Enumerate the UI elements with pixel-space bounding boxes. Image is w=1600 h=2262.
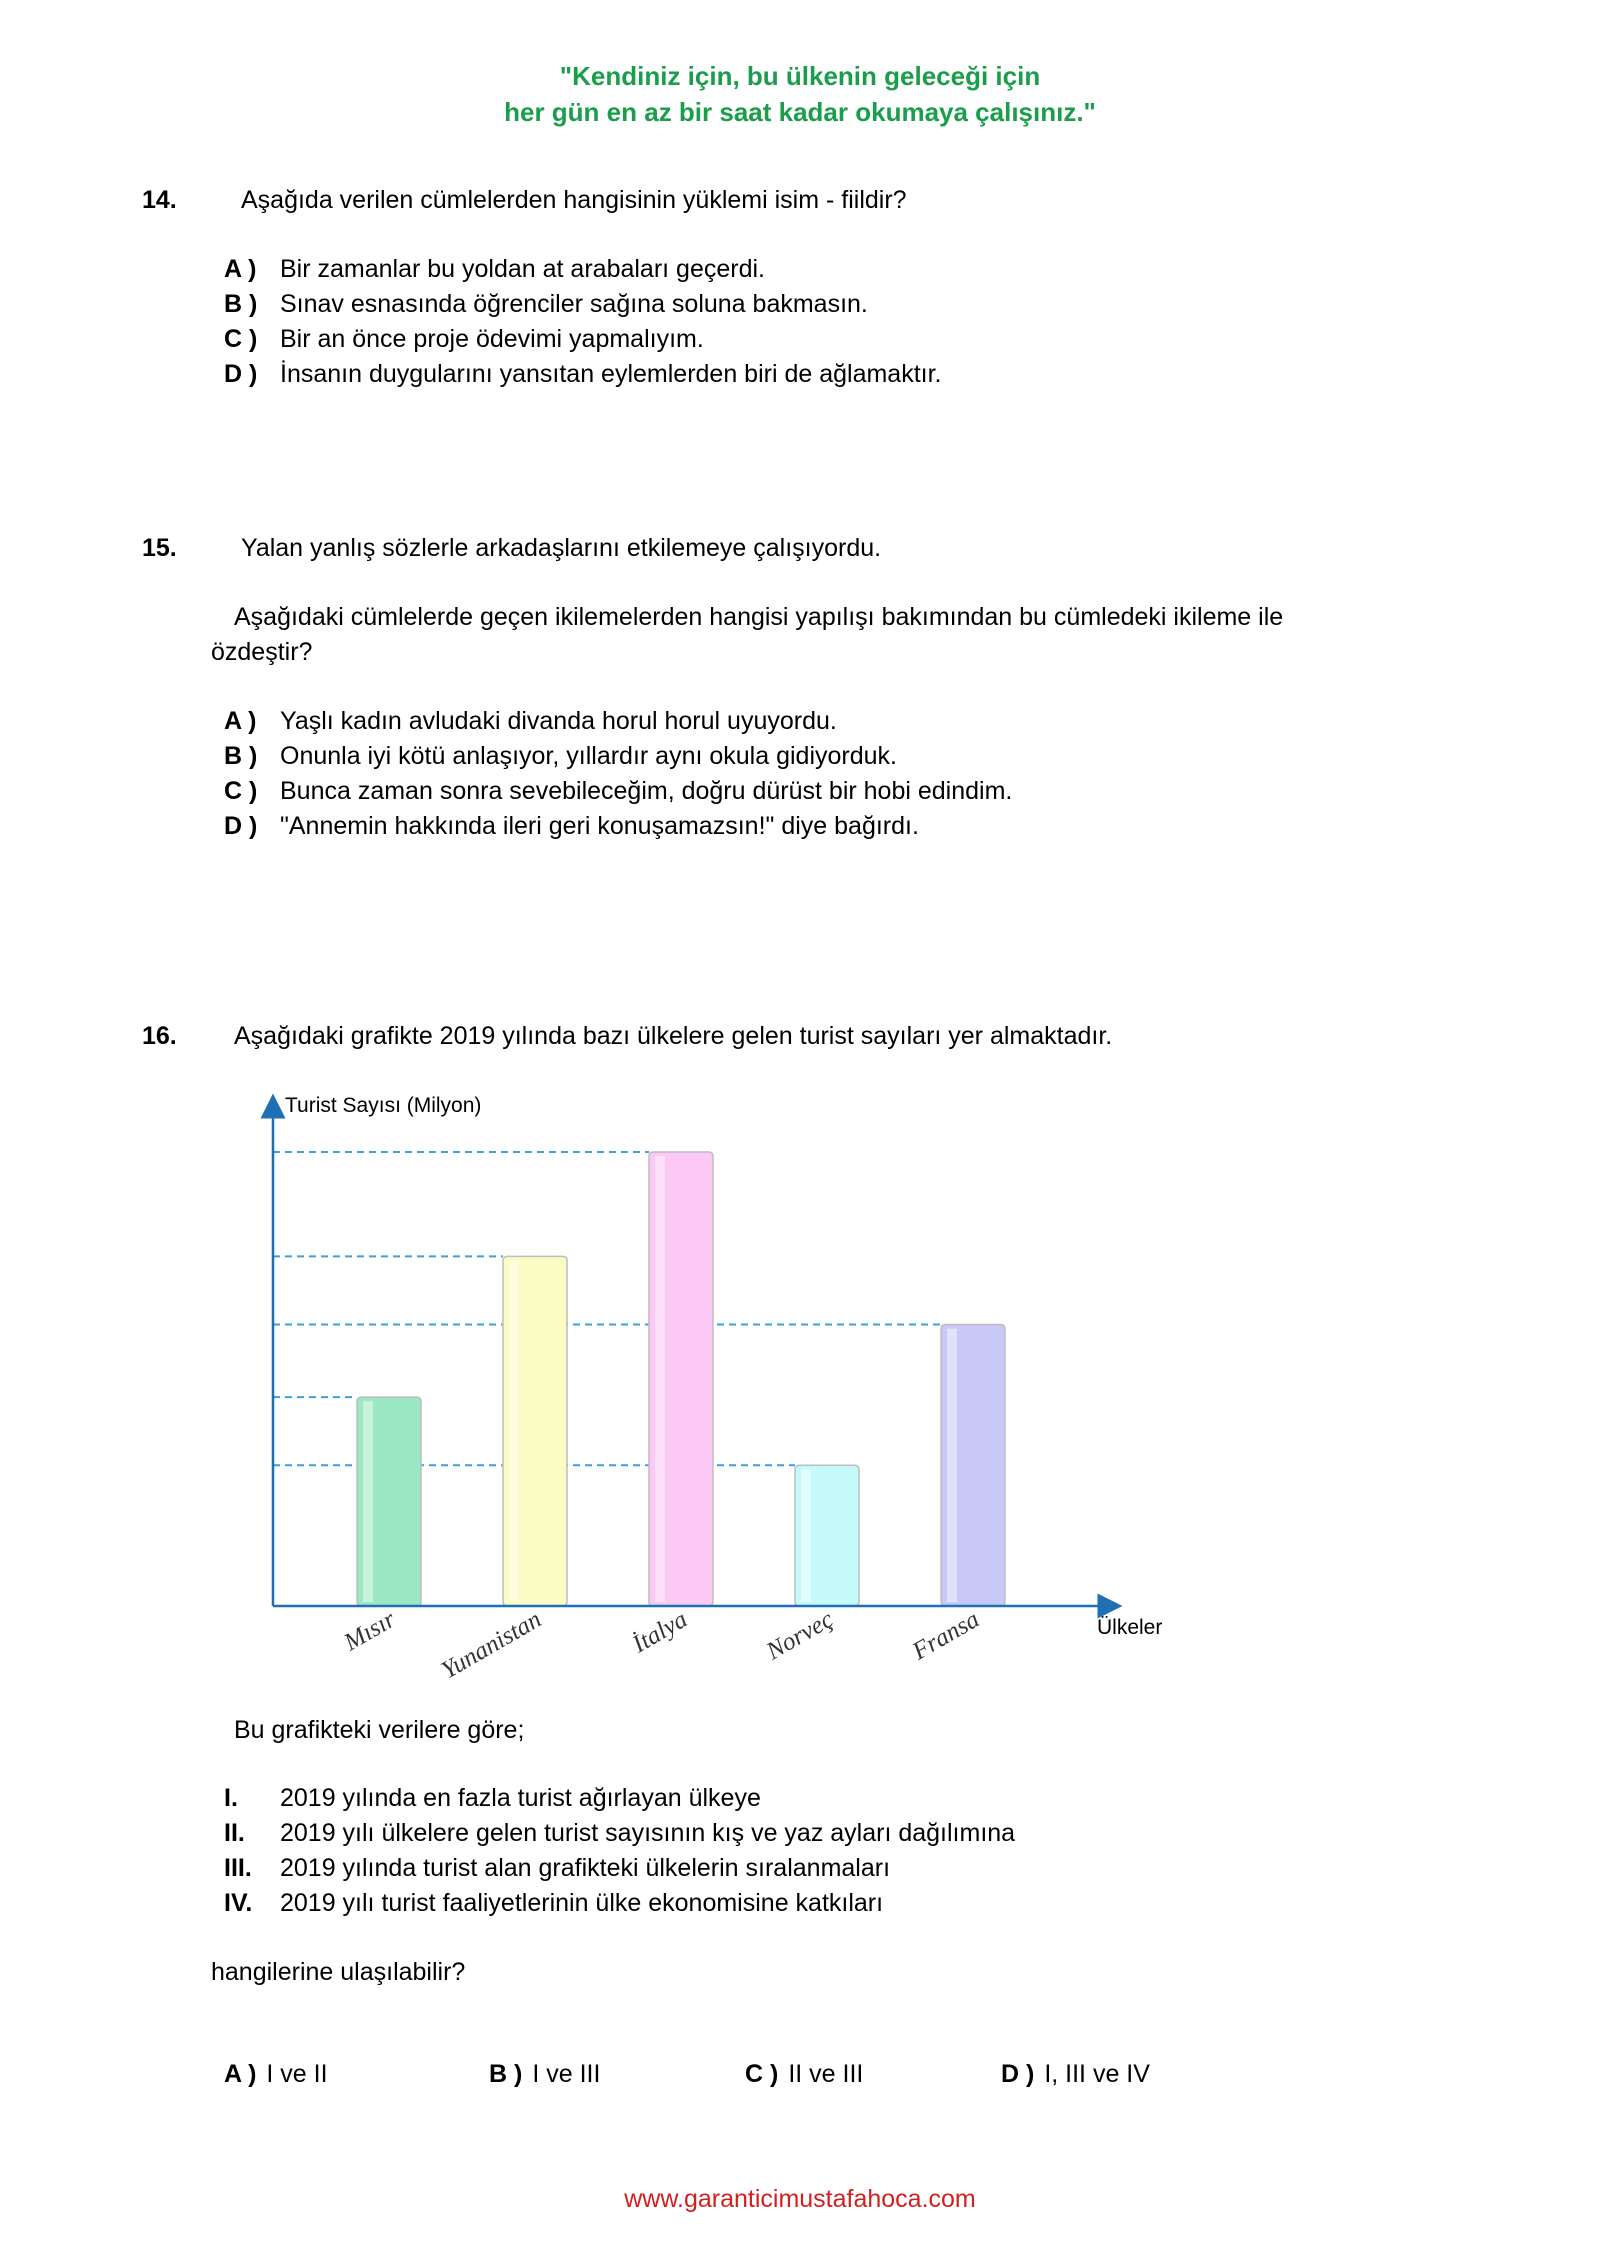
statement-iii <box>224 1851 1015 1886</box>
option-label: D ) <box>224 812 258 840</box>
question-16-number: 16. <box>142 1022 177 1050</box>
bar-highlight-4 <box>947 1329 957 1602</box>
option-label: C ) <box>224 777 258 805</box>
option-label: A ) <box>224 255 257 283</box>
answer-c[interactable] <box>745 2060 863 2089</box>
statement-i <box>224 1781 1015 1816</box>
bars <box>357 1152 1005 1606</box>
answer-b[interactable] <box>489 2060 600 2089</box>
bar-highlight-1 <box>509 1260 519 1602</box>
category-label-0: Mısır <box>339 1605 400 1657</box>
option-label: C ) <box>224 325 258 353</box>
x-axis-label: Ülkeler <box>1097 1616 1163 1639</box>
statement-ii <box>224 1816 1015 1851</box>
category-labels <box>339 1606 984 1685</box>
answer-d[interactable] <box>1001 2060 1150 2089</box>
question-14-number: 14. <box>142 186 177 214</box>
option-text: Onunla iyi kötü anlaşıyor, yıllardır aynı okula gidiyorduk. <box>280 742 897 770</box>
question-15-text: Yalan yanlış sözlerle arkadaşlarını etkilemeye çalışıyordu. <box>241 534 882 562</box>
statement-label: III. <box>224 1854 252 1882</box>
bar-highlight-2 <box>655 1156 665 1602</box>
answer-a[interactable] <box>224 2060 328 2089</box>
option-text: İnsanın duygularını yansıtan eylemlerden biri de ağlamaktır. <box>280 360 942 388</box>
answer-text: I ve III <box>532 2060 601 2088</box>
answer-label: B ) <box>489 2060 523 2088</box>
question-15-stem-line-1: Aşağıdaki cümlelerde geçen ikilemelerden hangisi yapılışı bakımından bu cümledeki ikileme ile <box>234 603 1284 631</box>
question-16-statements <box>224 1781 1015 1921</box>
category-label-2: İtalya <box>627 1605 692 1659</box>
statement-text: 2019 yılında turist alan grafikteki ülkelerin sıralanmaları <box>280 1854 891 1882</box>
option-label: D ) <box>224 360 258 388</box>
option-text: Bir zamanlar bu yoldan at arabaları geçerdi. <box>280 255 765 283</box>
option-text: Yaşlı kadın avludaki divanda horul horul uyuyordu. <box>280 707 837 735</box>
y-axis-label: Turist Sayısı (Milyon) <box>285 1094 482 1117</box>
answer-label: D ) <box>1001 2060 1035 2088</box>
question-15-number: 15. <box>142 534 177 562</box>
answer-label: A ) <box>224 2060 257 2088</box>
option-label: A ) <box>224 707 257 735</box>
statement-text: 2019 yılı ülkelere gelen turist sayısının kış ve yaz ayları dağılımına <box>280 1819 1016 1847</box>
bar-highlight-3 <box>801 1469 811 1602</box>
statement-label: II. <box>224 1819 245 1847</box>
category-label-1: Yunanistan <box>437 1605 546 1685</box>
category-label-4: Fransa <box>907 1605 984 1666</box>
motto-line-2: her gün en az bir saat kadar okumaya çalışınız." <box>504 97 1096 127</box>
answer-text: I ve II <box>266 2060 328 2088</box>
statement-text: 2019 yılında en fazla turist ağırlayan ülkeye <box>280 1784 761 1812</box>
option-text: Sınav esnasında öğrenciler sağına soluna bakmasın. <box>280 290 868 318</box>
answer-text: I, III ve IV <box>1044 2060 1150 2088</box>
option-text: Bir an önce proje ödevimi yapmalıyım. <box>280 325 704 353</box>
question-16-question: hangilerine ulaşılabilir? <box>211 1958 466 1986</box>
category-label-3: Norveç <box>761 1605 838 1666</box>
option-label: B ) <box>224 290 258 318</box>
footer-url[interactable]: www.garanticimustafahoca.com <box>624 2185 976 2213</box>
option-label: B ) <box>224 742 258 770</box>
question-16-text: Aşağıdaki grafikte 2019 yılında bazı ülkelere gelen turist sayıları yer almaktadır. <box>234 1022 1113 1050</box>
bar-highlight-0 <box>363 1401 373 1602</box>
answer-text: II ve III <box>788 2060 864 2088</box>
question-14-text: Aşağıda verilen cümlelerden hangisinin yüklemi isim - fiildir? <box>241 186 907 214</box>
answer-label: C ) <box>745 2060 779 2088</box>
question-15-stem-line-2: özdeştir? <box>211 638 313 666</box>
statement-label: I. <box>224 1784 238 1812</box>
question-16-after-chart: Bu grafikteki verilere göre; <box>234 1716 525 1744</box>
option-text: "Annemin hakkında ileri geri konuşamazsın!" diye bağırdı. <box>280 812 919 840</box>
option-text: Bunca zaman sonra sevebileceğim, doğru dürüst bir hobi edindim. <box>280 777 1013 805</box>
statement-text: 2019 yılı turist faaliyetlerinin ülke ekonomisine katkıları <box>280 1889 884 1917</box>
motto-line-1: "Kendiniz için, bu ülkenin geleceği için <box>559 61 1041 91</box>
statement-iv <box>224 1886 1015 1921</box>
statement-label: IV. <box>224 1889 253 1917</box>
